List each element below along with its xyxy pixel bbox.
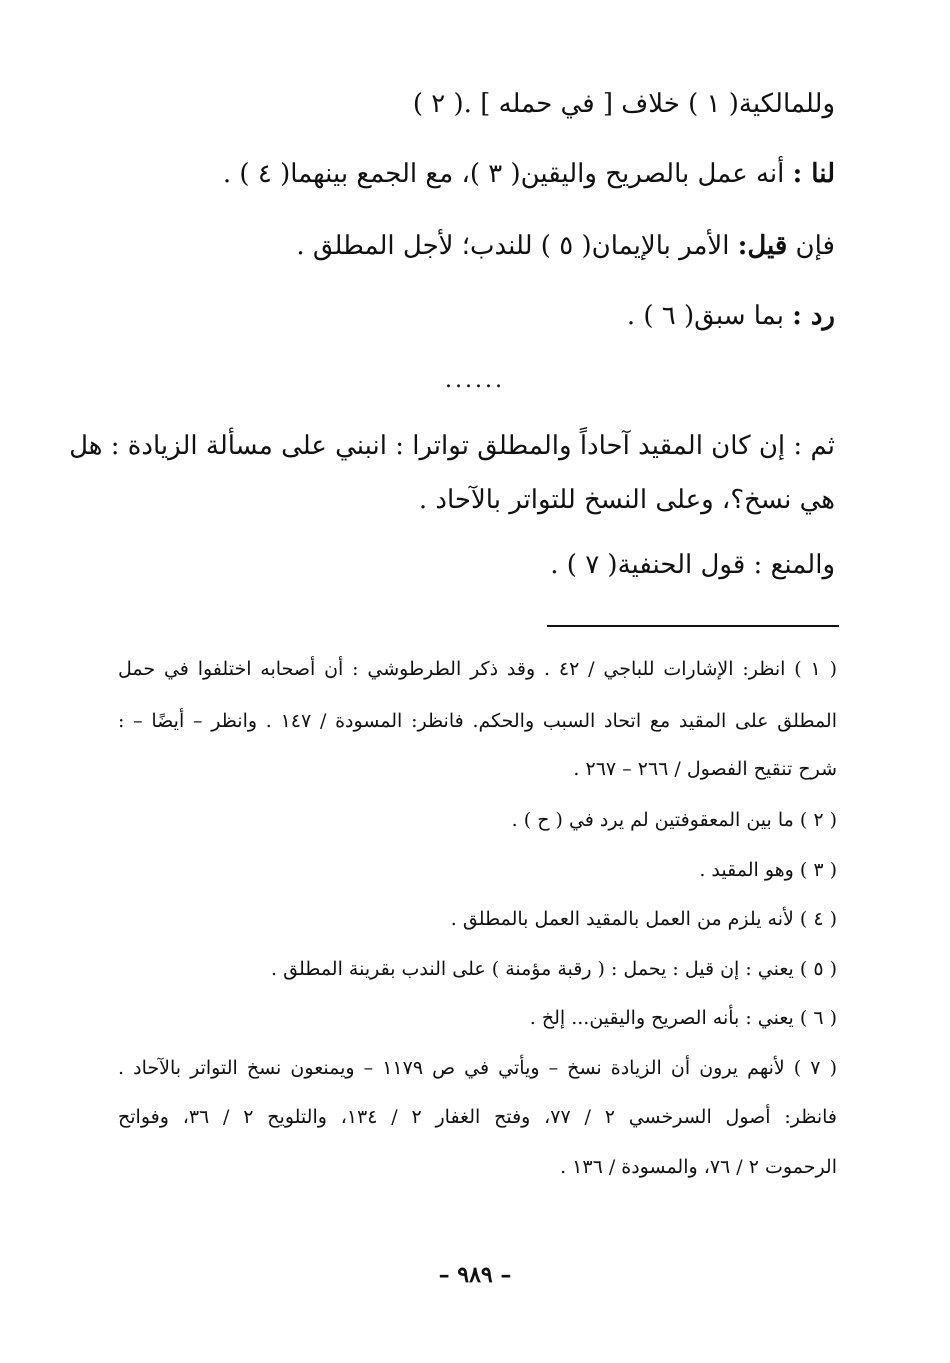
footnote-3: ( ٣ ) وهو المقيد . [699,859,837,881]
paragraph-qila [296,226,835,266]
paragraph-text: الأمر بالإيمان( ٥ ) للندب؛ لأجل المطلق . [296,231,738,261]
label-lana: لنا : [792,159,835,189]
footnote-divider [547,625,839,627]
paragraph-thumma-line-2: هي نسخ؟، وعلى النسخ للتواتر بالآحاد . [418,485,835,515]
paragraph-thumma-line-1: ثم : إن كان المقيد آحاداً والمطلق تواترا : انبني على مسألة الزيادة : هل [69,431,835,461]
footnote-2: ( ٢ ) ما بين المعقوفتين لم يرد في ( ح ) . [511,809,837,831]
paragraph-malikiyya [413,84,835,124]
footnote-7-line-1: ( ٧ ) لأنهم يرون أن الزيادة نسخ – ويأتي في ص ١١٧٩ – ويمنعون نسخ التواتر بالآحاد . [118,1057,837,1079]
paragraph-text: وللمالكية( ١ ) خلاف [ في حمله ] .( ٢ ) [412,89,835,119]
footnote-1-line-1: ( ١ ) انظر: الإشارات للباجي / ٤٢ . وقد ذكر الطرطوشي : أن أصحابه اختلفوا في حمل [118,658,838,680]
footnote-1-line-2: المطلق على المقيد مع اتحاد السبب والحكم. فانظر: المسودة / ١٤٧ . وانظر – أيضًا – : [118,710,838,732]
label-qila: قيل: [737,231,788,261]
label-rudda: رد : [792,301,835,331]
footnote-4: ( ٤ ) لأنه يلزم من العمل بالمقيد العمل بالمطلق . [450,908,837,930]
paragraph-lana [223,154,835,194]
section-separator: ...... [445,368,505,393]
footnote-1-line-3: شرح تنقيح الفصول / ٢٦٦ – ٢٦٧ . [573,758,837,780]
footnote-7-line-3: الرحموت ٢ / ٧٦، والمسودة / ١٣٦ . [560,1156,837,1178]
footnote-5: ( ٥ ) يعني : إن قيل : يحمل : ( رقبة مؤمنة ) على الندب بقرينة المطلق . [271,958,837,980]
footnote-6: ( ٦ ) يعني : بأنه الصريح واليقين... إلخ . [529,1007,837,1029]
page-number: – ٩٨٩ – [438,1262,512,1288]
paragraph-man: والمنع : قول الحنفية( ٧ ) . [550,550,835,580]
paragraph-rudda [627,296,835,336]
footnote-7-line-2: فانظر: أصول السرخسي ٢ / ٧٧، وفتح الغفار ٢ / ١٣٤، والتلويح ٢ / ٣٦، وفواتح [118,1106,838,1128]
paragraph-text: بما سبق( ٦ ) . [626,301,793,331]
paragraph-text: أنه عمل بالصريح واليقين( ٣ )، مع الجمع بينهما( ٤ ) . [222,159,793,189]
paragraph-prefix: فإن [787,231,835,261]
